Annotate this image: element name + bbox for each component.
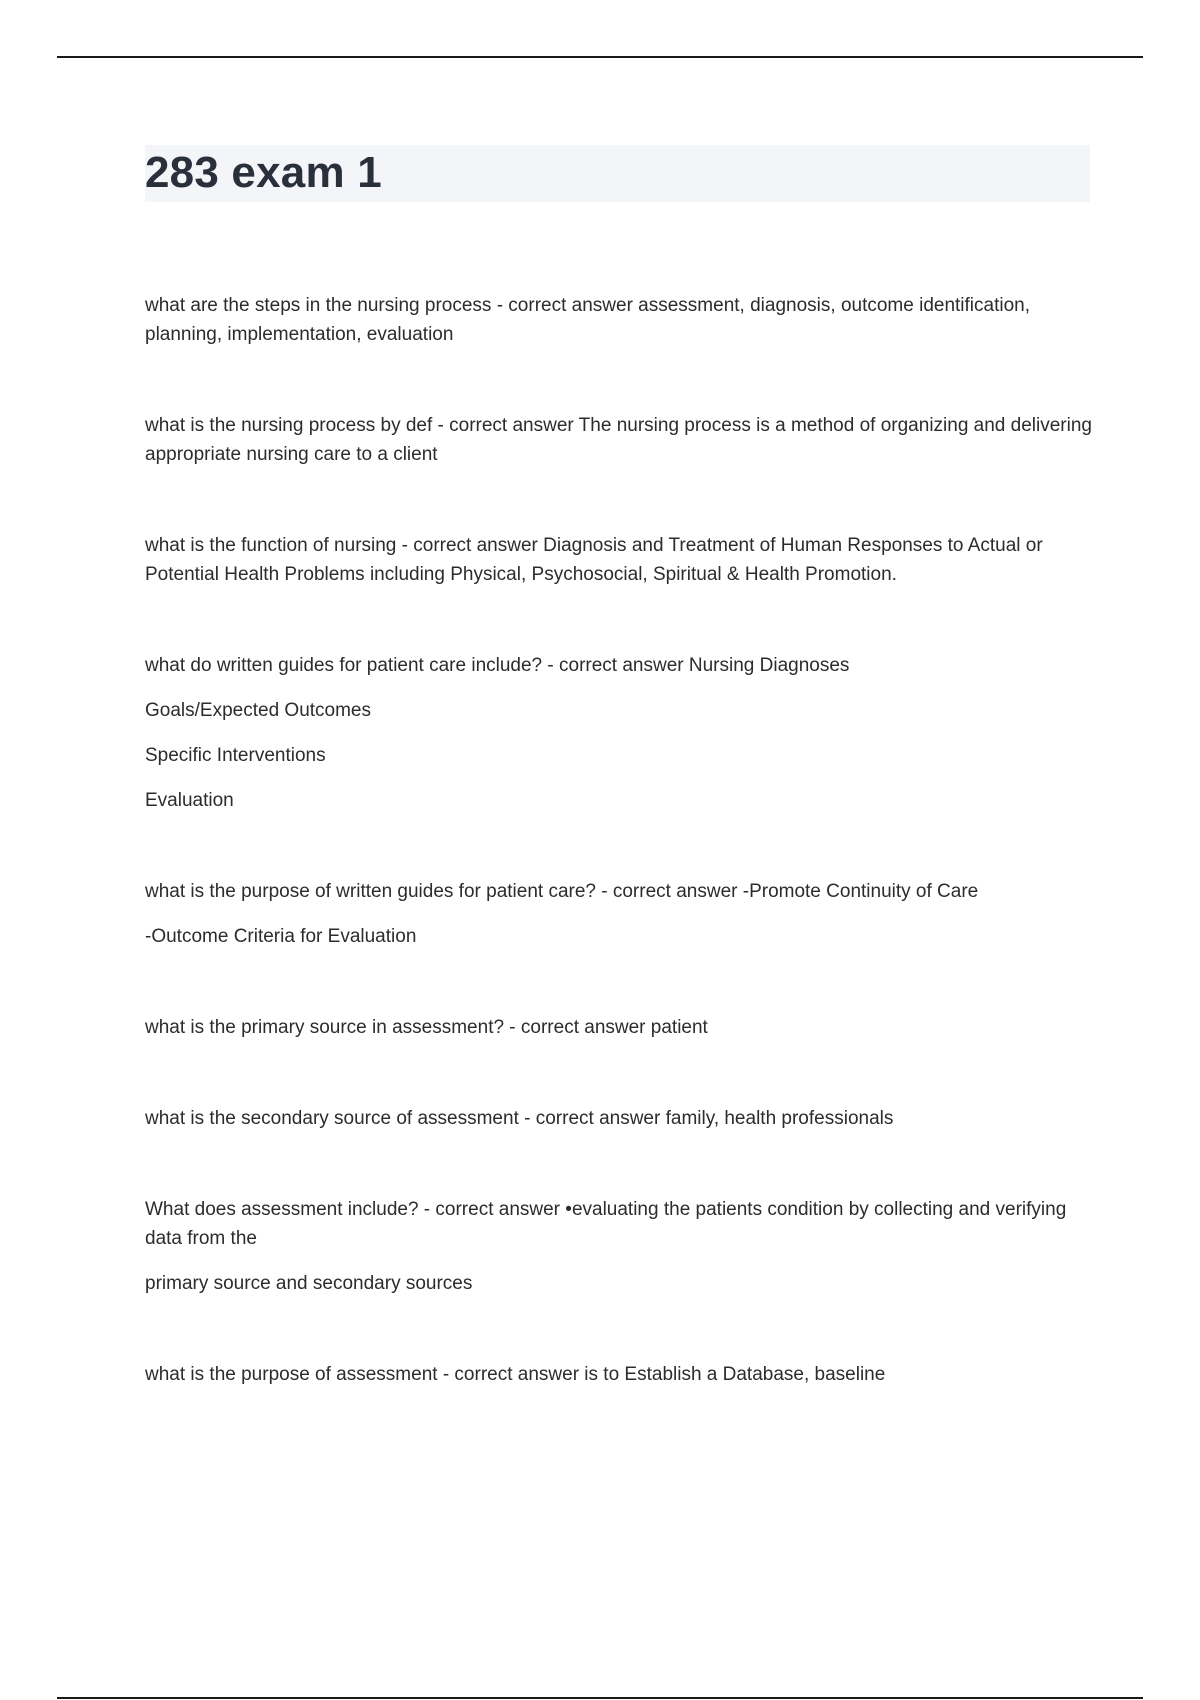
qa-item <box>145 291 1095 349</box>
qa-item <box>145 1013 1095 1042</box>
qa-text: Evaluation <box>145 790 234 811</box>
qa-text: what do written guides for patient care include? - correct answer Nursing Diagnoses <box>145 655 850 676</box>
qa-item <box>145 651 1095 815</box>
qa-text: What does assessment include? - correct answer •evaluating the patients condition by collecting and verifying data from the <box>145 1199 1067 1249</box>
qa-text: Goals/Expected Outcomes <box>145 700 371 721</box>
qa-text: primary source and secondary sources <box>145 1273 473 1294</box>
qa-text: what is the purpose of assessment - correct answer is to Establish a Database, baseline <box>145 1364 886 1385</box>
top-rule <box>57 56 1143 58</box>
qa-text: Specific Interventions <box>145 745 326 766</box>
qa-text: what is the nursing process by def - correct answer The nursing process is a method of organizing and delivering appropriate nursing care to a client <box>145 415 1092 465</box>
qa-item <box>145 1195 1095 1298</box>
qa-text: what are the steps in the nursing process - correct answer assessment, diagnosis, outcome identification, planning, implementation, evaluation <box>145 295 1030 345</box>
qa-text: -Outcome Criteria for Evaluation <box>145 926 417 947</box>
qa-item <box>145 1360 1095 1389</box>
qa-item <box>145 1104 1095 1133</box>
qa-text: what is the primary source in assessment? - correct answer patient <box>145 1017 708 1038</box>
qa-item <box>145 411 1095 469</box>
page-title: 283 exam 1 <box>145 148 382 197</box>
bottom-rule <box>57 1697 1143 1699</box>
qa-text: what is the function of nursing - correct answer Diagnosis and Treatment of Human Responses to Actual or Potential Health Problems including Physical, Psychosocial, Spiritual & Health Promotion. <box>145 535 1043 585</box>
flashcard-list <box>145 291 1095 1451</box>
qa-text: what is the purpose of written guides for patient care? - correct answer -Promote Continuity of Care <box>145 881 979 902</box>
qa-text: what is the secondary source of assessment - correct answer family, health professionals <box>145 1108 894 1129</box>
qa-item <box>145 877 1095 951</box>
qa-item <box>145 531 1095 589</box>
title-band <box>145 145 1090 202</box>
